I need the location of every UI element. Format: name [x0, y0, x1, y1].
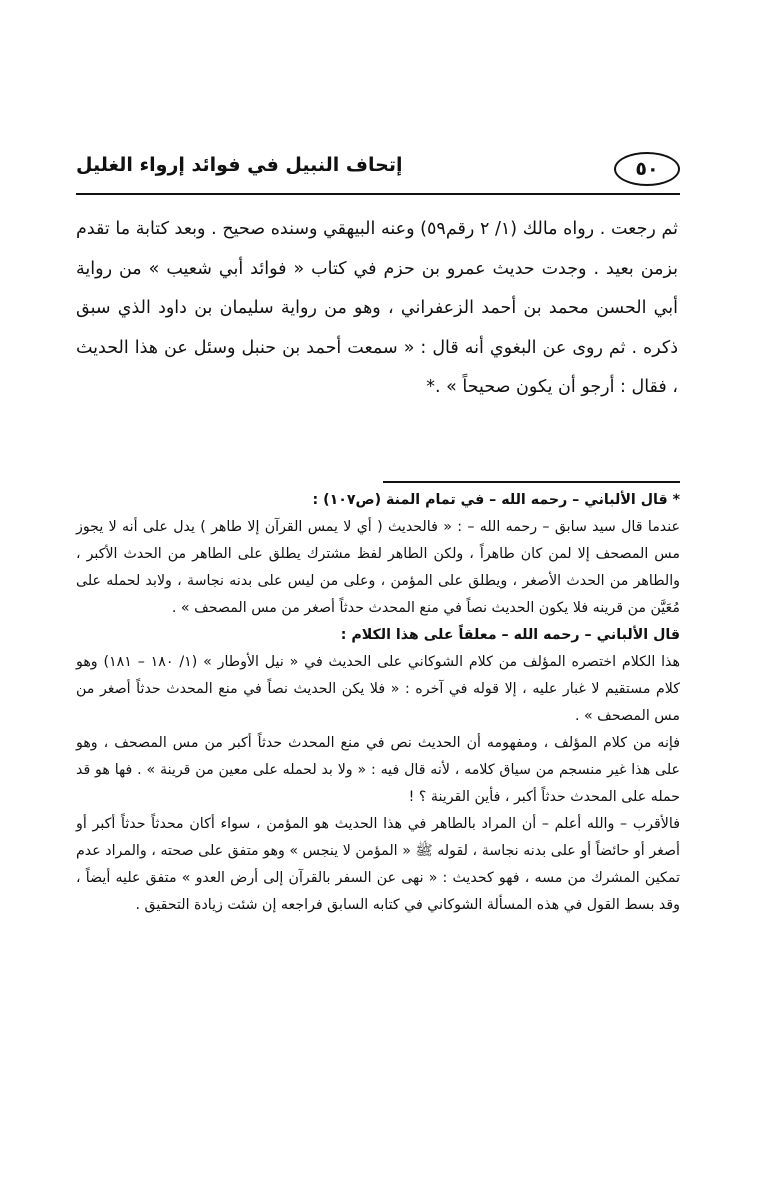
footnote-heading-1: * قال الألباني – رحمه الله – في تمام المنة (ص١٠٧) : — [312, 492, 680, 508]
footnote-paragraph-3: فإنه من كلام المؤلف ، ومفهومه أن الحديث نص في منع المحدث حدثاً أكبر من مس المصحف ، وهو على هذا غير منسجم من سياق كلامه ، لأنه قال فيه : « ولا بد لحمله على معين من قرينة » . فها هو قد حمله على المحدث حدثاً أكبر ، فأين القرينة ؟ ! — [76, 735, 680, 805]
running-title: إتحاف النبيل في فوائد إرواء الغليل — [76, 154, 403, 176]
page-number: ٥٠ — [614, 152, 680, 186]
footnote-heading-2: قال الألباني – رحمه الله – معلقاً على هذا الكلام : — [340, 627, 680, 643]
main-text — [76, 210, 678, 408]
footnote-paragraph-1: عندما قال سيد سابق – رحمه الله – : « فالحديث ( أي لا يمس القرآن إلا طاهر ) يدل على أنه لا يجوز مس المصحف إلا لمن كان طاهراً ، ولكن الطاهر لفظ مشترك يطلق على الطاهر من الحدث الأكبر ، والطاهر من الحدث الأصغر ، ويطلق على المؤمن ، وعلى من ليس على بدنه نجاسة ، ولابد لحمله على مُعَيَّن من قرينه فلا يكون الحديث نصاً في منع المحدث حدثاً أصغر من مس المصحف » . — [76, 519, 680, 616]
footnote-paragraph-2: هذا الكلام اختصره المؤلف من كلام الشوكاني على الحديث في « نيل الأوطار » (١/ ١٨٠ – ١٨١) وهو كلام مستقيم لا غبار عليه ، إلا قوله في آخره : « فلا يكن الحديث نصاً في منع المحدث حدثاً أصغر من مس المصحف » . — [76, 654, 680, 724]
footnote-separator — [383, 481, 680, 483]
main-paragraph: ثم رجعت . رواه مالك (١/ ٢ رقم٥٩) وعنه البيهقي وسنده صحيح . وبعد كتابة ما تقدم بزمن بعيد . وجدت حديث عمرو بن حزم في كتاب « فوائد أبي شعيب » من رواية أبي الحسن محمد بن أحمد الزعفراني ، وهو من رواية سليمان بن داود الذي سبق ذكره . ثم روى عن البغوي أنه قال : « سمعت أحمد بن حنبل وسئل عن هذا الحديث ، فقال : أرجو أن يكون صحيحاً » .* — [76, 219, 678, 397]
footnotes — [76, 487, 680, 919]
header-rule — [76, 193, 680, 195]
footnote-paragraph-4: فالأقرب – والله أعلم – أن المراد بالطاهر في هذا الحديث هو المؤمن ، سواء أكان محدثاً حدثاً أكبر أو أصغر أو حائضاً أو على بدنه نجاسة ، لقوله ﷺ « المؤمن لا ينجس » وهو متفق على صحته ، والمراد عدم تمكين المشرك من مسه ، فهو كحديث : « نهى عن السفر بالقرآن إلى أرض العدو » متفق عليه أيضاً ، وقد بسط القول في هذه المسألة الشوكاني في كتابه السابق فراجعه إن شئت زيادة التحقيق . — [76, 816, 680, 913]
page-header — [76, 152, 680, 192]
